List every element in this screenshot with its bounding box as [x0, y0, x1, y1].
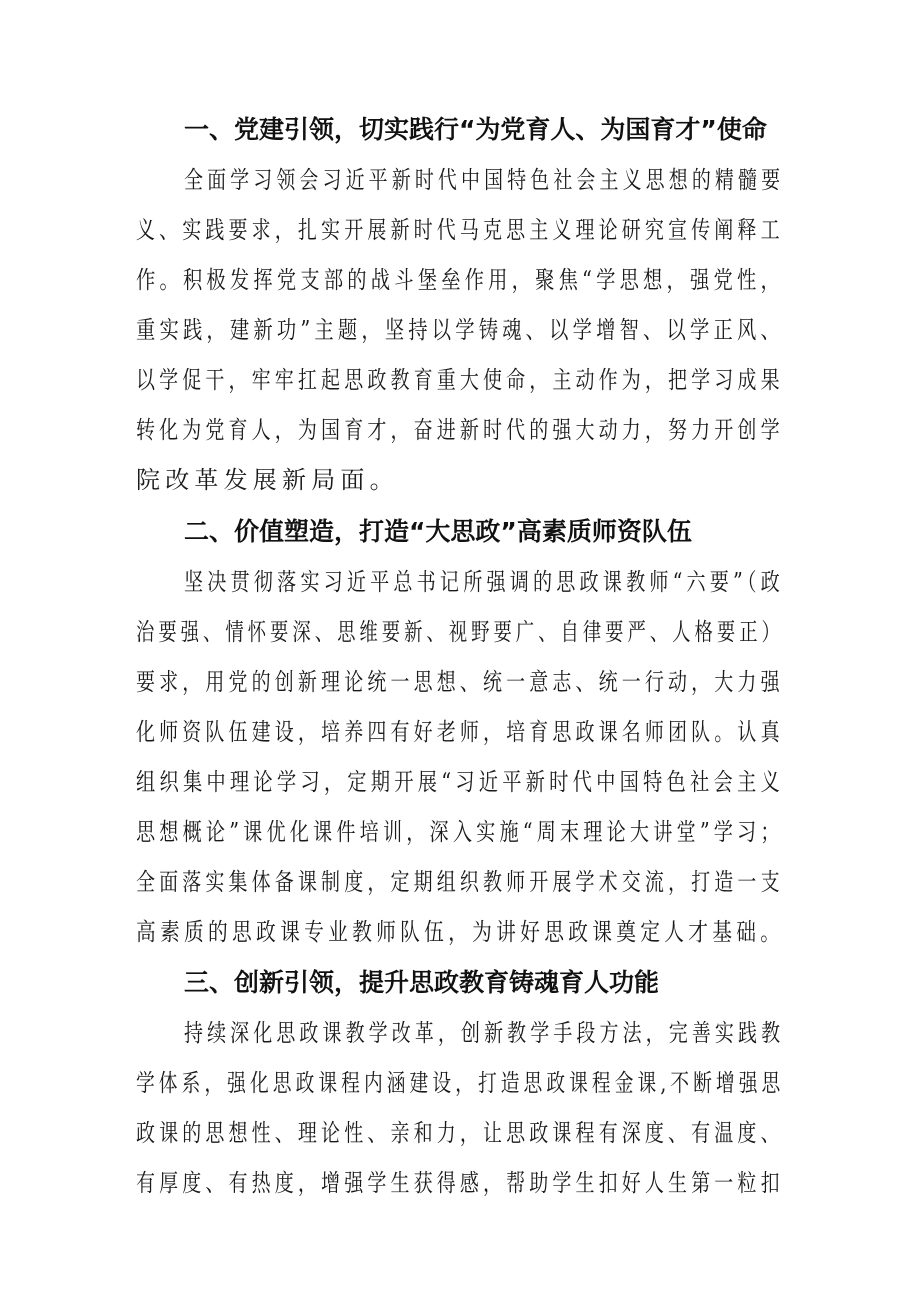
- paragraph-line: 政课的思想性、理论性、亲和力，让思政课程有深度、有温度、: [136, 1119, 784, 1147]
- paragraph-line: 义、实践要求，扎实开展新时代马克思主义理论研究宣传阐释工: [136, 216, 784, 244]
- section-heading-2: 二、价值塑造，打造“大思政”高素质师资队伍: [184, 517, 692, 546]
- paragraph-line: 思想概论”课优化课件培训，深入实施“周末理论大讲堂”学习；: [136, 818, 784, 846]
- paragraph-line: 转化为党育人，为国育才，奋进新时代的强大动力，努力开创学: [136, 416, 784, 444]
- paragraph-line: 学体系，强化思政课程内涵建设，打造思政课程金课,不断增强思: [136, 1069, 785, 1097]
- paragraph-line: 作。积极发挥党支部的战斗堡垒作用，聚焦“学思想，强党性，: [136, 266, 784, 294]
- paragraph-line: 全面学习领会习近平新时代中国特色社会主义思想的精髓要: [184, 166, 785, 194]
- paragraph-line: 持续深化思政课教学改革，创新教学手段方法，完善实践教: [184, 1019, 785, 1047]
- section-heading-1: 一、党建引领，切实践行“为党育人、为国育才”使命: [184, 115, 767, 144]
- section-heading-3: 三、创新引领，提升思政教育铸魂育人功能: [184, 968, 660, 997]
- paragraph-line: 重实践，建新功”主题，坚持以学铸魂、以学增智、以学正风、: [136, 316, 784, 344]
- paragraph-line: 有厚度、有热度，增强学生获得感，帮助学生扣好人生第一粒扣: [136, 1169, 784, 1197]
- paragraph-line: 要求，用党的创新理论统一思想、统一意志、统一行动，大力强: [136, 668, 784, 696]
- paragraph-line: 坚决贯彻落实习近平总书记所强调的思政课教师“六要”（政: [184, 568, 784, 596]
- paragraph-line: 以学促干，牢牢扛起思政教育重大使命，主动作为，把学习成果: [136, 366, 784, 394]
- paragraph-line: 高素质的思政课专业教师队伍，为讲好思政课奠定人才基础。: [136, 918, 785, 946]
- paragraph-line: 化师资队伍建设，培养四有好老师，培育思政课名师团队。认真: [136, 718, 784, 746]
- paragraph-line: 全面落实集体备课制度，定期组织教师开展学术交流，打造一支: [136, 868, 784, 896]
- paragraph-line: 治要强、情怀要深、思维要新、视野要广、自律要严、人格要正）: [136, 618, 784, 646]
- paragraph-line: 组织集中理论学习，定期开展“习近平新时代中国特色社会主义: [136, 768, 784, 796]
- paragraph-line: 院改革发展新局面。: [136, 466, 399, 494]
